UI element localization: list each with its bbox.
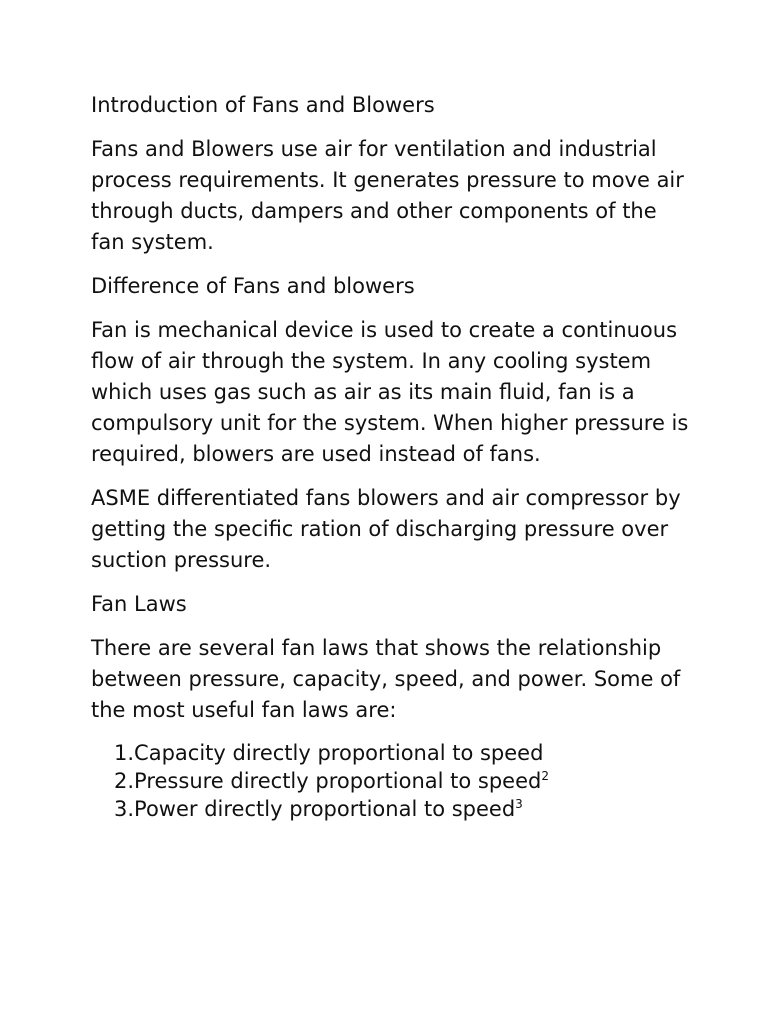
list-item: [91, 767, 691, 795]
document-page: [91, 90, 691, 823]
list-item: [91, 739, 691, 767]
list-item-number: 1.: [114, 741, 135, 765]
list-item-text: Power directly proportional to speed: [134, 797, 516, 821]
exponent-superscript: 3: [515, 797, 523, 811]
paragraph-fan-laws-intro: There are several fan laws that shows the relationship between pressure, capacity, speed, and power. Some of the most useful fan laws are:: [91, 636, 681, 722]
paragraph-introduction: Fans and Blowers use air for ventilation and industrial process requirements. It generates pressure to move air through ducts, dampers and other components of the fan system.: [91, 137, 684, 254]
paragraph-difference: Fan is mechanical device is used to create a continuous flow of air through the system. In any cooling system which uses gas such as air as its main fluid, fan is a compulsory unit for the system. When higher pressure is required, blowers are used instead of fans.: [91, 318, 689, 466]
section-heading-fan-laws: Fan Laws: [91, 592, 187, 616]
section-heading-difference: Difference of Fans and blowers: [91, 274, 415, 298]
section-heading-introduction: Introduction of Fans and Blowers: [91, 93, 435, 117]
paragraph-asme: ASME differentiated fans blowers and air compressor by getting the specific ration of discharging pressure over suction pressure.: [91, 486, 681, 572]
list-item-number: 2.: [114, 769, 135, 793]
list-item: [91, 795, 691, 823]
list-item-number: 3.: [114, 797, 135, 821]
list-item-text: Capacity directly proportional to speed: [134, 741, 544, 765]
exponent-superscript: 2: [541, 769, 549, 783]
list-item-text: Pressure directly proportional to speed: [134, 769, 542, 793]
fan-laws-list: [91, 739, 691, 823]
